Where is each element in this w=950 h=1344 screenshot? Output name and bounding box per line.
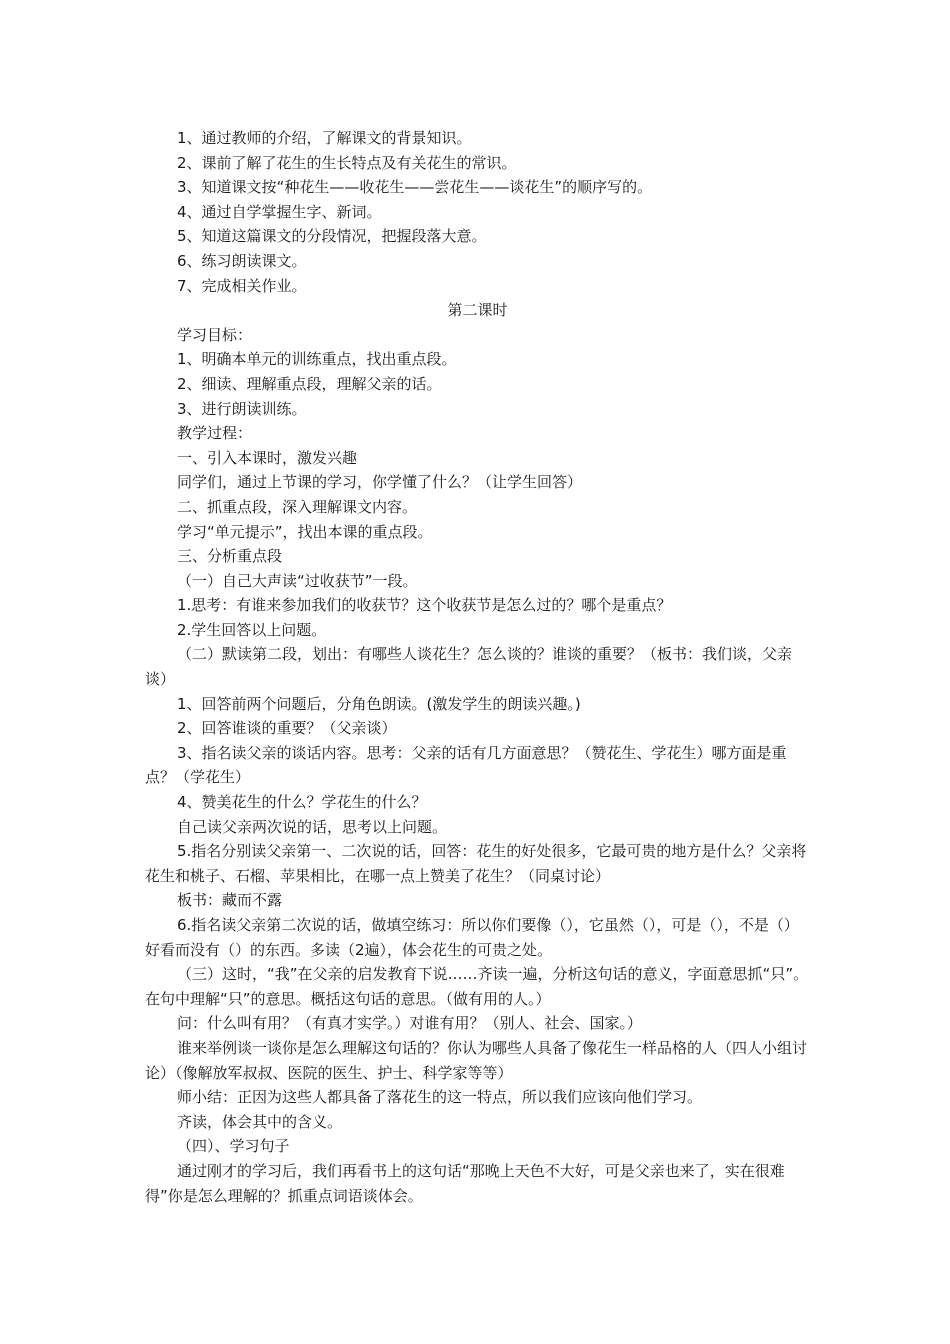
paragraph: 2、回答谁谈的重要？（父亲谈） xyxy=(177,719,397,738)
paragraph: 通过刚才的学习后，我们再看书上的这句话“那晚上天色不大好，可是父亲也来了，实在很难得”你是怎么理解的？抓重点词语谈体会。 xyxy=(145,1161,785,1205)
section-heading: 第二课时 xyxy=(447,301,508,320)
paragraph: 5.指名分别读父亲第一、二次说的话，回答：花生的好处很多，它最可贵的地方是什么？父亲将花生和桃子、石榴、苹果相比，在哪一点上赞美了花生？（同桌讨论） xyxy=(145,842,807,885)
paragraph: 6.指名读父亲第二次说的话，做填空练习：所以你们要像（），它虽然（），可是（），不是（）好看而没有（）的东西。多读（2遍），体会花生的可贵之处。 xyxy=(145,916,799,959)
document-body xyxy=(145,126,810,1208)
objective-5: 5、知道这篇课文的分段情况，把握段落大意。 xyxy=(177,227,487,246)
objective-3: 3、知道课文按“种花生——收花生——尝花生——谈花生”的顺序写的。 xyxy=(177,178,653,197)
goal-1: 1、明确本单元的训练重点，找出重点段。 xyxy=(177,350,457,369)
goal-3: 3、进行朗读训练。 xyxy=(177,399,307,418)
paragraph: 1.思考：有谁来参加我们的收获节？这个收获节是怎么过的？哪个是重点？ xyxy=(177,596,672,615)
paragraph: 1、回答前两个问题后，分角色朗读。(激发学生的朗读兴趣。) xyxy=(177,694,581,713)
subsection-3: （三）这时，“我”在父亲的启发教育下说……齐读一遍，分析这句话的意义，字面意思抓“只”。在句中理解“只”的意思。概括这句话的意思。（做有用的人。） xyxy=(145,965,809,1008)
subsection-2: （二）默读第二段，划出：有哪些人谈花生？怎么谈的？谁谈的重要？（板书：我们谈，父亲谈） xyxy=(145,645,793,689)
step-3-heading: 三、分析重点段 xyxy=(177,547,283,566)
objective-4: 4、通过自学掌握生字、新词。 xyxy=(177,202,382,221)
paragraph: 3、指名读父亲的谈话内容。思考：父亲的话有几方面意思？（赞花生、学花生）哪方面是重点？（学花生） xyxy=(145,743,787,787)
paragraph: 自己读父亲两次说的话，思考以上问题。 xyxy=(177,817,448,836)
paragraph: 问：什么叫有用？（有真才实学。）对谁有用？（别人、社会、国家。） xyxy=(177,1014,643,1033)
goal-2: 2、细读、理解重点段，理解父亲的话。 xyxy=(177,374,442,393)
process-label: 教学过程： xyxy=(177,424,253,443)
objective-6: 6、练习朗读课文。 xyxy=(177,251,307,270)
step-1-heading: 一、引入本课时，激发兴趣 xyxy=(177,448,358,467)
goals-label: 学习目标： xyxy=(177,325,253,344)
paragraph: 师小结：正因为这些人都具备了落花生的这一特点，所以我们应该向他们学习。 xyxy=(177,1088,703,1107)
objective-2: 2、课前了解了花生的生长特点及有关花生的常识。 xyxy=(177,153,517,172)
paragraph: 2.学生回答以上问题。 xyxy=(177,620,327,639)
subsection-4: （四）、学习句子 xyxy=(177,1137,290,1156)
objective-1: 1、通过教师的介绍，了解课文的背景知识。 xyxy=(177,129,472,147)
paragraph: 谁来举例谈一谈你是怎么理解这句话的？你认为哪些人具备了像花生一样品格的人（四人小组讨论）（像解放军叔叔、医院的医生、护士、科学家等等） xyxy=(145,1038,808,1082)
objective-7: 7、完成相关作业。 xyxy=(177,276,307,295)
paragraph: 4、赞美花生的什么？学花生的什么？ xyxy=(177,793,427,812)
subsection-1: （一）自己大声读“过收获节”一段。 xyxy=(177,571,418,590)
paragraph: 同学们，通过上节课的学习，你学懂了什么？（让学生回答） xyxy=(177,473,583,492)
step-2-heading: 二、抓重点段，深入理解课文内容。 xyxy=(177,497,418,516)
paragraph: 齐读，体会其中的含义。 xyxy=(177,1112,343,1131)
blackboard-note: 板书：藏而不露 xyxy=(177,891,283,910)
paragraph: 学习“单元提示”，找出本课的重点段。 xyxy=(177,522,433,541)
